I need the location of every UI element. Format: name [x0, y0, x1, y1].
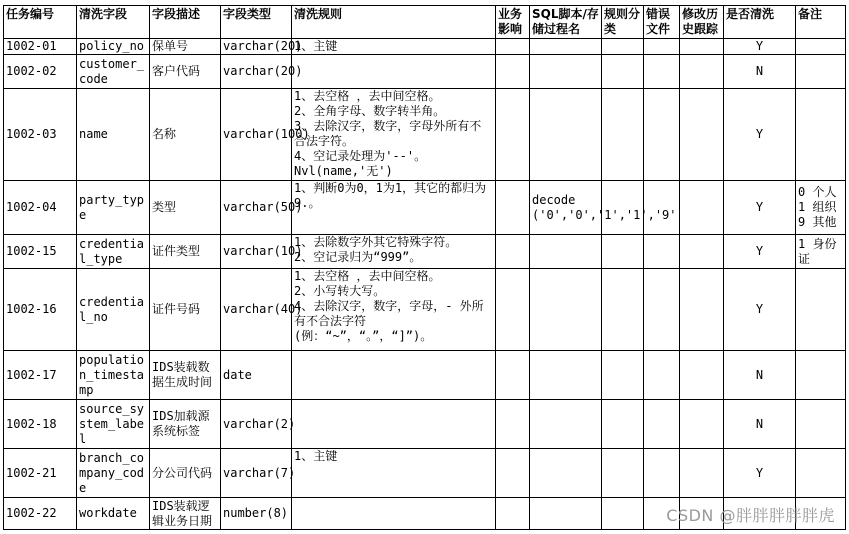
- desc-cell: 类型: [150, 181, 221, 235]
- impact-cell: [496, 55, 530, 89]
- header-row: [4, 6, 846, 39]
- error-file-cell: [644, 449, 680, 498]
- history-cell: [680, 400, 724, 449]
- rule-category-cell: [602, 235, 644, 269]
- clean-cell: N: [724, 55, 796, 89]
- rule-category-cell: [602, 351, 644, 400]
- clean-cell: N: [724, 351, 796, 400]
- table-row: [4, 449, 846, 498]
- type-cell: number(8): [221, 498, 292, 530]
- rule-line: 1、主键: [294, 449, 338, 463]
- type-cell: varchar(50): [221, 181, 292, 235]
- desc-cell: IDS装载逻辑业务日期: [150, 498, 221, 530]
- sql-cell: [530, 498, 602, 530]
- clean-cell: Y: [724, 39, 796, 55]
- field-cell: name: [77, 89, 150, 181]
- type-cell: date: [221, 351, 292, 400]
- impact-cell: [496, 181, 530, 235]
- header-history: 修改历史跟踪: [680, 6, 724, 39]
- header-remark: 备注: [796, 6, 846, 39]
- type-cell: varchar(2): [221, 400, 292, 449]
- field-cell: population_timestamp: [77, 351, 150, 400]
- rule-category-cell: [602, 55, 644, 89]
- header-impact: 业务影响: [496, 6, 530, 39]
- error-file-cell: [644, 269, 680, 351]
- task-id-cell: 1002-16: [4, 269, 77, 351]
- rule-category-cell: [602, 400, 644, 449]
- desc-cell: 分公司代码: [150, 449, 221, 498]
- rule-category-cell: [602, 449, 644, 498]
- rule-line: 1、去空格 ，去中间空格。: [294, 89, 441, 103]
- field-cell: credential_type: [77, 235, 150, 269]
- sql-cell: [530, 400, 602, 449]
- desc-cell: 客户代码: [150, 55, 221, 89]
- sql-cell: [530, 351, 602, 400]
- rules-cell: [292, 181, 496, 235]
- task-id-cell: 1002-15: [4, 235, 77, 269]
- clean-cell: N: [724, 400, 796, 449]
- type-cell: varchar(20): [221, 55, 292, 89]
- sql-cell: [530, 235, 602, 269]
- sql-cell: [530, 269, 602, 351]
- field-cell: party_type: [77, 181, 150, 235]
- table-row: [4, 39, 846, 55]
- desc-cell: IDS装载数据生成时间: [150, 351, 221, 400]
- history-cell: [680, 269, 724, 351]
- remark-cell: [796, 400, 846, 449]
- remark-line: 0 个人: [798, 185, 837, 199]
- task-id-cell: 1002-21: [4, 449, 77, 498]
- rule-line: 4、去除汉字，数字，字母，- 外所有不合法字符(例：“~”，“。”，“]”)。: [294, 299, 484, 343]
- header-desc: 字段描述: [150, 6, 221, 39]
- rule-line: 3、去除汉字，数字，字母外所有不合法字符。: [294, 119, 482, 148]
- type-cell: varchar(40): [221, 269, 292, 351]
- remark-cell: [796, 89, 846, 181]
- desc-cell: 证件类型: [150, 235, 221, 269]
- remark-cell: [796, 39, 846, 55]
- desc-cell: 证件号码: [150, 269, 221, 351]
- desc-cell: 保单号: [150, 39, 221, 55]
- field-cell: credential_no: [77, 269, 150, 351]
- rules-cell: [292, 55, 496, 89]
- rule-category-cell: [602, 269, 644, 351]
- rules-cell: [292, 269, 496, 351]
- history-cell: [680, 351, 724, 400]
- sql-cell: [530, 55, 602, 89]
- desc-cell: IDS加载源系统标签: [150, 400, 221, 449]
- task-id-cell: 1002-18: [4, 400, 77, 449]
- rules-cell: [292, 89, 496, 181]
- rule-line: 4、空记录处理为'--'。: [294, 149, 427, 163]
- table-row: [4, 235, 846, 269]
- history-cell: [680, 55, 724, 89]
- field-cell: workdate: [77, 498, 150, 530]
- table-row: [4, 400, 846, 449]
- remark-cell: [796, 235, 846, 269]
- impact-cell: [496, 351, 530, 400]
- task-id-cell: 1002-22: [4, 498, 77, 530]
- table-row: [4, 55, 846, 89]
- clean-cell: Y: [724, 235, 796, 269]
- impact-cell: [496, 498, 530, 530]
- rules-cell: [292, 351, 496, 400]
- header-rule-category: 规则分类: [602, 6, 644, 39]
- error-file-cell: [644, 235, 680, 269]
- desc-cell: 名称: [150, 89, 221, 181]
- remark-cell: [796, 351, 846, 400]
- impact-cell: [496, 39, 530, 55]
- error-file-cell: [644, 39, 680, 55]
- type-cell: varchar(100): [221, 89, 292, 181]
- remark-cell: [796, 449, 846, 498]
- type-cell: varchar(20): [221, 39, 292, 55]
- table-row: [4, 89, 846, 181]
- clean-cell: Y: [724, 269, 796, 351]
- task-id-cell: 1002-04: [4, 181, 77, 235]
- header-sql: SQL脚本/存储过程名: [530, 6, 602, 39]
- task-id-cell: 1002-17: [4, 351, 77, 400]
- field-cell: branch_company_code: [77, 449, 150, 498]
- rule-line: 1、去空格 ，去中间空格。: [294, 269, 441, 283]
- rules-cell: [292, 235, 496, 269]
- remark-line: 1 身份证: [798, 236, 837, 266]
- impact-cell: [496, 400, 530, 449]
- rule-line: 1、主键: [294, 39, 338, 53]
- field-cell: policy_no: [77, 39, 150, 55]
- clean-cell: Y: [724, 449, 796, 498]
- type-cell: varchar(10): [221, 235, 292, 269]
- impact-cell: [496, 269, 530, 351]
- header-task-id: 任务编号: [4, 6, 77, 39]
- impact-cell: [496, 89, 530, 181]
- task-id-cell: 1002-01: [4, 39, 77, 55]
- error-file-cell: [644, 400, 680, 449]
- sql-cell: [530, 89, 602, 181]
- type-cell: varchar(7): [221, 449, 292, 498]
- error-file-cell: [644, 351, 680, 400]
- rule-line: 2、空记录归为“999”。: [294, 250, 422, 264]
- field-cell: customer_code: [77, 55, 150, 89]
- table-row: [4, 269, 846, 351]
- history-cell: [680, 449, 724, 498]
- field-cell: source_system_label: [77, 400, 150, 449]
- rules-cell: [292, 400, 496, 449]
- error-file-cell: [644, 55, 680, 89]
- rule-line: 2、全角字母、数字转半角。: [294, 104, 446, 118]
- sql-cell: [530, 39, 602, 55]
- rule-line: Nvl(name,'无'): [294, 164, 393, 178]
- impact-cell: [496, 449, 530, 498]
- clean-cell: Y: [724, 89, 796, 181]
- remark-cell: [796, 269, 846, 351]
- rule-line: 1、判断0为0，1为1，其它的都归为9.。: [294, 181, 487, 210]
- task-id-cell: 1002-03: [4, 89, 77, 181]
- rules-cell: [292, 498, 496, 530]
- rule-line: 2、小写转大写。: [294, 284, 386, 298]
- error-file-cell: [644, 89, 680, 181]
- rule-category-cell: [602, 89, 644, 181]
- history-cell: [680, 181, 724, 235]
- rule-line: 1、去除数字外其它特殊字符。: [294, 235, 458, 249]
- cleansing-rules-table: [3, 5, 846, 530]
- watermark: CSDN @胖胖胖胖胖虎: [666, 506, 835, 525]
- header-field: 清洗字段: [77, 6, 150, 39]
- table-row: [4, 181, 846, 235]
- history-cell: [680, 235, 724, 269]
- header-type: 字段类型: [221, 6, 292, 39]
- task-id-cell: 1002-02: [4, 55, 77, 89]
- header-clean: 是否清洗: [724, 6, 796, 39]
- rules-cell: [292, 39, 496, 55]
- impact-cell: [496, 235, 530, 269]
- remark-cell: [796, 181, 846, 235]
- rules-cell: [292, 449, 496, 498]
- table-row: [4, 351, 846, 400]
- rule-category-cell: [602, 39, 644, 55]
- rule-category-cell: [602, 498, 644, 530]
- remark-line: 1 组织: [798, 200, 837, 214]
- sql-cell: decode('0','0','1','1','9': [530, 181, 602, 235]
- header-error-file: 错误文件: [644, 6, 680, 39]
- header-rules: 清洗规则: [292, 6, 496, 39]
- clean-cell: Y: [724, 181, 796, 235]
- remark-line: 9 其他: [798, 215, 837, 229]
- history-cell: [680, 39, 724, 55]
- history-cell: [680, 89, 724, 181]
- sql-cell: [530, 449, 602, 498]
- remark-cell: [796, 55, 846, 89]
